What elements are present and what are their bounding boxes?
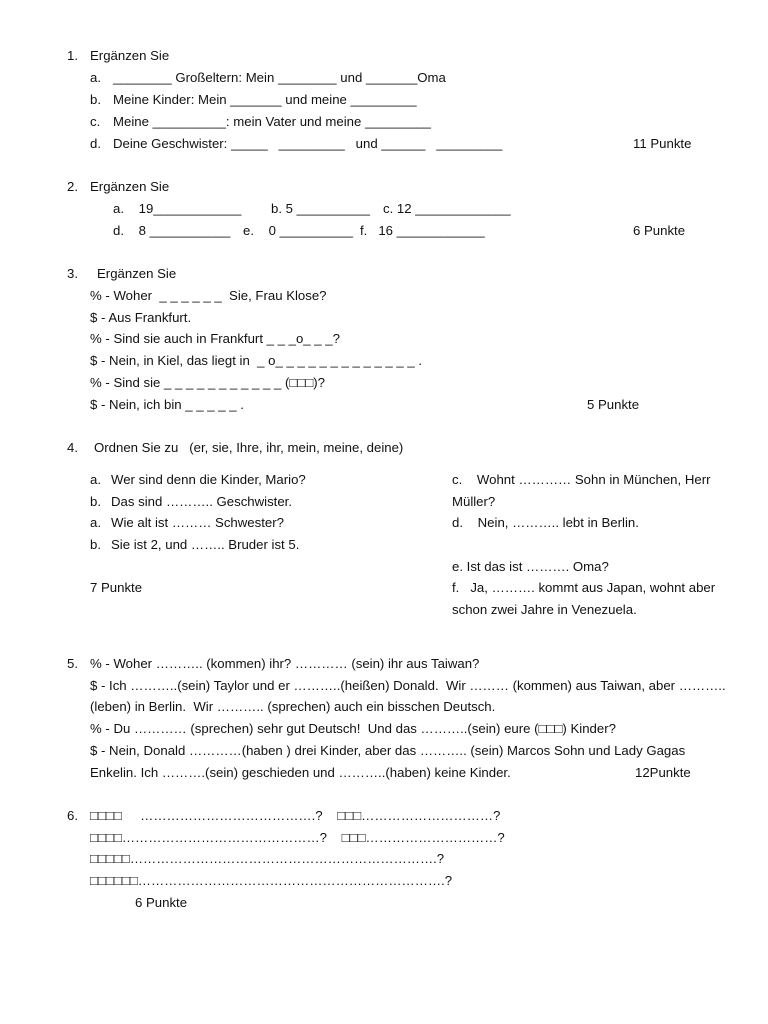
s4-points: 7 Punkte	[90, 580, 143, 595]
s4-right-d: d. Nein, ……….. lebt in Berlin.	[452, 515, 639, 530]
s1-item-d-label: d.	[90, 136, 101, 151]
s3-line-1: % - Woher _ _ _ _ _ _ Sie, Frau Klose?	[90, 288, 327, 303]
s1-item-a: ________ Großeltern: Mein ________ und _______Oma	[113, 70, 446, 85]
s2-item-c: c. 12 _____________	[383, 201, 511, 216]
s4-right-c1: c. Wohnt ………… Sohn in München, Herr	[452, 472, 711, 487]
s4-right-c2: Müller?	[452, 494, 496, 509]
s6-line-1: □□□□ ………………………………….? □□□…………………………?	[90, 808, 501, 823]
s4-left-b2-label: b.	[90, 537, 101, 552]
s6-line-4: □□□□□□…………………………………………………………….?	[90, 873, 453, 888]
s6-points: 6 Punkte	[135, 895, 188, 910]
s5-line-4: % - Du ………… (sprechen) sehr gut Deutsch! Und das ………..(sein) eure (□□□) Kinder?	[90, 721, 616, 736]
s1-item-b-label: b.	[90, 92, 101, 107]
s3-points: 5 Punkte	[587, 397, 640, 412]
s5-line-1: % - Woher ……….. (kommen) ihr? ………… (sein) ihr aus Taiwan?	[90, 656, 480, 671]
s1-item-c: Meine __________: mein Vater und meine _________	[113, 114, 431, 129]
section-2-number: 2.	[67, 179, 78, 194]
s3-line-6: $ - Nein, ich bin _ _ _ _ _ .	[90, 397, 244, 412]
s3-line-3: % - Sind sie auch in Frankfurt _ _ _o_ _ _?	[90, 331, 340, 346]
s4-left-a2: Wie alt ist ……… Schwester?	[111, 515, 284, 530]
section-5-number: 5.	[67, 656, 78, 671]
s3-line-2: $ - Aus Frankfurt.	[90, 310, 192, 325]
s4-left-a: Wer sind denn die Kinder, Mario?	[111, 472, 306, 487]
s1-item-d: Deine Geschwister: _____ _________ und ______ _________	[113, 136, 503, 151]
s2-item-b: b. 5 __________	[271, 201, 371, 216]
section-4-number: 4.	[67, 440, 78, 455]
s4-left-b: Das sind ……….. Geschwister.	[111, 494, 293, 509]
s2-item-f: f. 16 ____________	[360, 223, 485, 238]
s5-points: 12Punkte	[635, 765, 691, 780]
s2-item-e: e. 0 __________	[243, 223, 353, 238]
s3-line-4: $ - Nein, in Kiel, das liegt in _ o_ _ _ _ _ _ _ _ _ _ _ _ _ .	[90, 353, 423, 368]
s4-left-b2: Sie ist 2, und …….. Bruder ist 5.	[111, 537, 300, 552]
s2-points: 6 Punkte	[633, 223, 686, 238]
section-3-number: 3.	[67, 266, 78, 281]
s1-item-c-label: c.	[90, 114, 101, 129]
s1-item-a-label: a.	[90, 70, 101, 85]
section-2-title: Ergänzen Sie	[90, 179, 170, 194]
s3-line-5: % - Sind sie _ _ _ _ _ _ _ _ _ _ _ (□□□)?	[90, 375, 326, 390]
section-4-title: Ordnen Sie zu (er, sie, Ihre, ihr, mein, meine, deine)	[94, 440, 404, 455]
s5-line-2: $ - Ich ………..(sein) Taylor und er ………..(heißen) Donald. Wir ……… (kommen) aus Taiwan, aber ………..	[90, 678, 726, 693]
s4-right-e: e. Ist das ist ………. Oma?	[452, 559, 609, 574]
s5-line-6: Enkelin. Ich ……….(sein) geschieden und ………..(haben) keine Kinder.	[90, 765, 511, 780]
s4-right-f2: schon zwei Jahre in Venezuela.	[452, 602, 637, 617]
section-1-title: Ergänzen Sie	[90, 48, 170, 63]
s1-item-b: Meine Kinder: Mein _______ und meine _________	[113, 92, 417, 107]
s4-left-a2-label: a.	[90, 515, 101, 530]
s4-left-b-label: b.	[90, 494, 101, 509]
s6-line-2: □□□□………………………………………? □□□…………………………?	[90, 830, 505, 845]
s2-item-d: d. 8 ___________	[113, 223, 231, 238]
s5-line-5: $ - Nein, Donald …………(haben ) drei Kinder, aber das ……….. (sein) Marcos Sohn und Lady Gagas	[90, 743, 686, 758]
s1-points: 11 Punkte	[633, 136, 692, 151]
section-6-number: 6.	[67, 808, 78, 823]
s4-left-a-label: a.	[90, 472, 101, 487]
section-3-title: Ergänzen Sie	[97, 266, 177, 281]
s6-line-3: □□□□□…………………………………………………………….?	[90, 851, 445, 866]
s2-item-a: a. 19____________	[113, 201, 242, 216]
s4-right-f1: f. Ja, ………. kommt aus Japan, wohnt aber	[452, 580, 716, 595]
section-1-number: 1.	[67, 48, 78, 63]
s5-line-3: (leben) in Berlin. Wir ……….. (sprechen) auch ein bisschen Deutsch.	[90, 699, 496, 714]
